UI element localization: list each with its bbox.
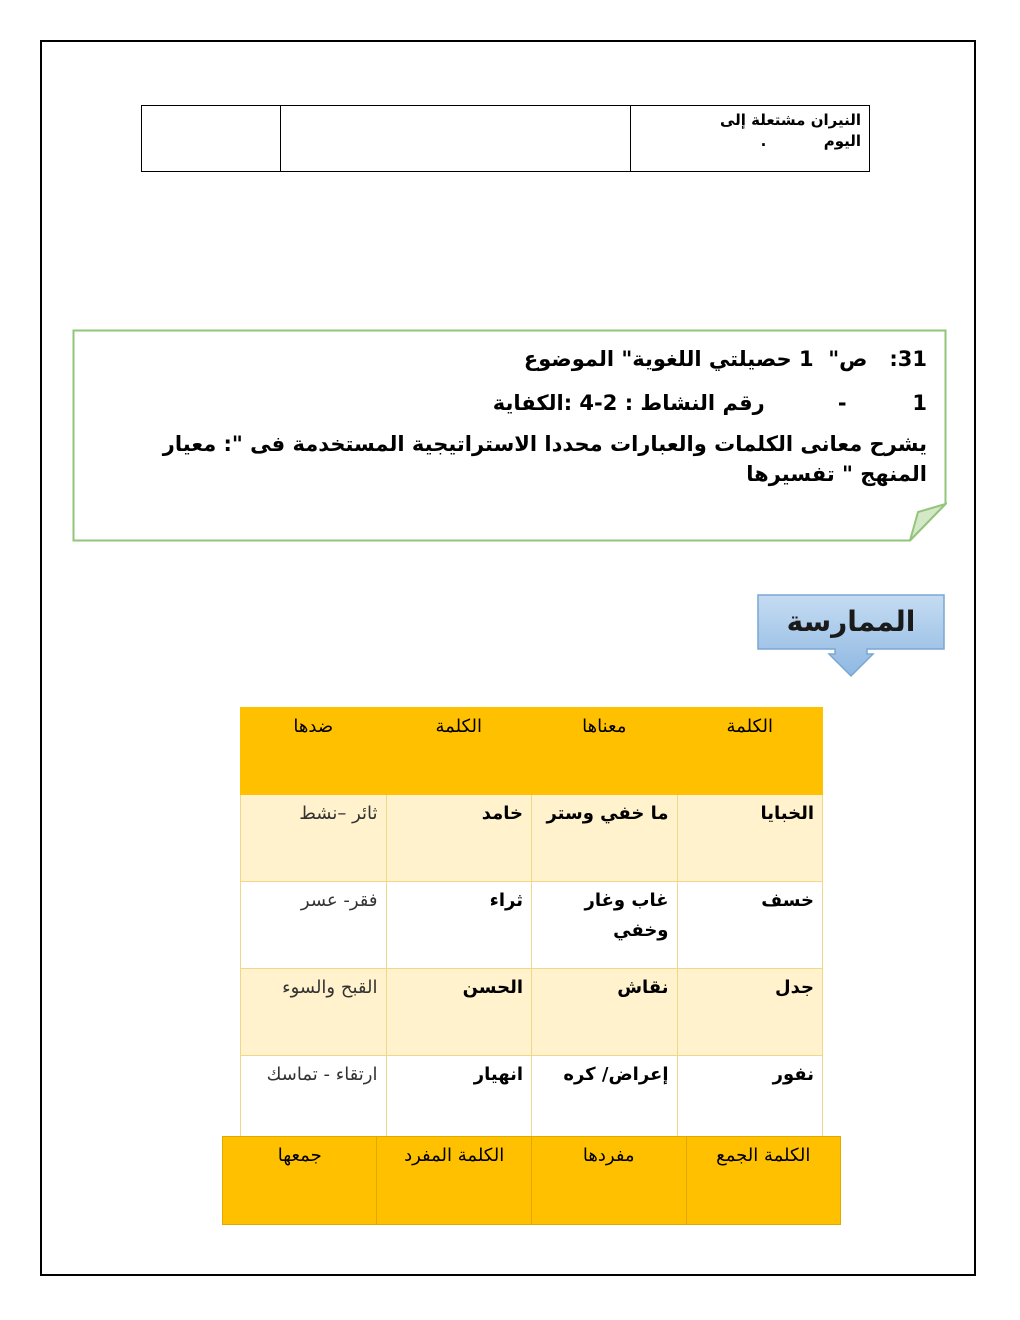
- vocab-header-meaning: معناها: [532, 708, 678, 795]
- top-cell-line1: النيران مشتعلة إلى: [719, 111, 861, 129]
- table-row: [241, 969, 823, 1056]
- vocab-opposite: ارتقاء - تماسك: [241, 1056, 387, 1143]
- top-cell-line2: اليوم .: [760, 132, 861, 150]
- lesson-activity: 1 - رقم النشاط : 2-4 :الكفاية: [492, 391, 927, 415]
- vocab-meaning: نقاش: [532, 969, 678, 1056]
- top-table-cell-empty-2: [142, 106, 281, 172]
- vocab-meaning: ما خفي وستر: [532, 795, 678, 882]
- vocab-word: جدل: [677, 969, 823, 1056]
- vocab-header-opposite: ضدها: [241, 708, 387, 795]
- vocab-meaning: غاب وغار وخفي: [532, 882, 678, 969]
- lesson-info-box: [72, 329, 947, 542]
- plural-header-singular-word: الكلمة المفرد: [377, 1137, 532, 1225]
- practice-callout: [757, 594, 945, 678]
- vocabulary-table: [240, 707, 823, 1143]
- practice-label: الممارسة: [786, 605, 916, 638]
- vocab-header-row: [241, 708, 823, 795]
- vocab-word-2: الحسن: [386, 969, 532, 1056]
- plural-table: [222, 1136, 841, 1225]
- lesson-topic: 31: ص" 1 حصيلتي اللغوية" الموضوع: [523, 347, 927, 371]
- vocab-opposite: القبح والسوء: [241, 969, 387, 1056]
- vocab-word: خسف: [677, 882, 823, 969]
- top-table: [141, 105, 870, 172]
- plural-header-singular: مفردها: [531, 1137, 686, 1225]
- table-row: [241, 1056, 823, 1143]
- plural-header-plural: جمعها: [223, 1137, 377, 1225]
- vocab-opposite: ثائر –نشط: [241, 795, 387, 882]
- table-row: [241, 882, 823, 969]
- vocab-word-2: خامد: [386, 795, 532, 882]
- vocab-word-2: انهيار: [386, 1056, 532, 1143]
- plural-header-row: [223, 1137, 841, 1225]
- top-table-cell-empty: [280, 106, 631, 172]
- vocab-word: نفور: [677, 1056, 823, 1143]
- vocab-header-word-2: الكلمة: [386, 708, 532, 795]
- vocab-word-2: ثراء: [386, 882, 532, 969]
- plural-header-plural-word: الكلمة الجمع: [686, 1137, 840, 1225]
- lesson-standard: يشرح معانى الكلمات والعبارات محددا الاستراتيجية المستخدمة فى ": معيار المنهج " تفسيرها: [162, 432, 927, 486]
- vocab-word: الخبايا: [677, 795, 823, 882]
- top-table-cell-text: [631, 106, 870, 172]
- vocab-opposite: فقر- عسر: [241, 882, 387, 969]
- vocab-header-word: الكلمة: [677, 708, 823, 795]
- table-row: [241, 795, 823, 882]
- vocab-meaning: إعراض/ كره: [532, 1056, 678, 1143]
